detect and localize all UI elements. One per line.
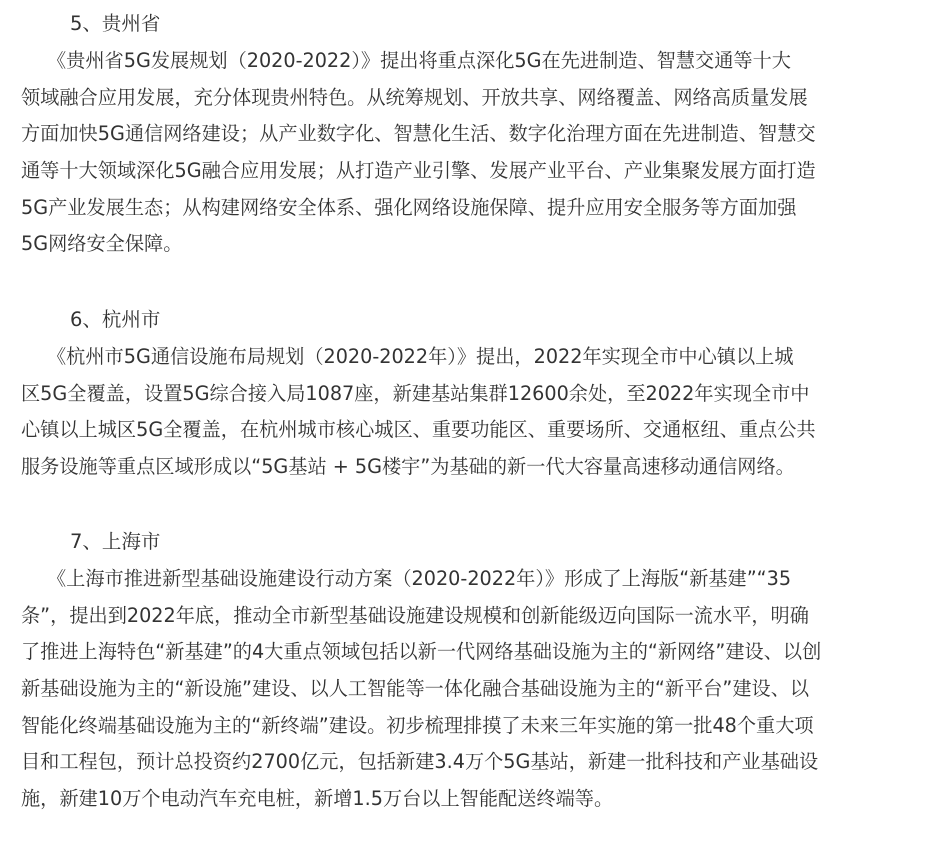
section-heading-guizhou: 5、贵州省 <box>70 12 161 35</box>
body-line: 5G网络安全保障。 <box>21 232 183 256</box>
body-line: 心镇以上城区5G全覆盖，在杭州城市核心城区、重要功能区、重要场所、交通枢纽、重点公共 <box>21 418 816 442</box>
body-line: 目和工程包，预计总投资约2700亿元，包括新建3.4万个5G基站，新建一批科技和产业基础设 <box>21 750 819 774</box>
body-line: 通等十大领域深化5G融合应用发展；从打造产业引擎、发展产业平台、产业集聚发展方面打造 <box>21 159 816 183</box>
body-line: 方面加快5G通信网络建设；从产业数字化、智慧化生活、数字化治理方面在先进制造、智慧交 <box>21 122 816 146</box>
body-line: 智能化终端基础设施为主的“新终端”建设。初步梳理排摸了未来三年实施的第一批48个重大项 <box>21 713 814 737</box>
body-line: 服务设施等重点区域形成以“5G基站 + 5G楼宇”为基础的新一代大容量高速移动通信网络。 <box>21 455 795 479</box>
section-heading-shanghai: 7、上海市 <box>70 530 161 553</box>
body-line: 条”，提出到2022年底，推动全市新型基础设施建设规模和创新能级迈向国际一流水平，明确 <box>21 603 809 627</box>
body-line: 《上海市推进新型基础设施建设行动方案（2020-2022年）》形成了上海版“新基建”“35 <box>47 567 792 590</box>
section-body-hangzhou <box>0 339 930 486</box>
section-body-guizhou <box>0 43 930 263</box>
body-line: 新基础设施为主的“新设施”建设、以人工智能等一体化融合基础设施为主的“新平台”建设、以 <box>21 677 810 701</box>
body-line: 施，新建10万个电动汽车充电桩，新增1.5万台以上智能配送终端等。 <box>21 787 614 811</box>
body-line: 《贵州省5G发展规划（2020-2022）》提出将重点深化5G在先进制造、智慧交通等十大 <box>47 49 791 72</box>
body-line: 领域融合应用发展，充分体现贵州特色。从统筹规划、开放共享、网络覆盖、网络高质量发展 <box>21 85 808 109</box>
section-body-shanghai <box>0 561 930 818</box>
body-line: 5G产业发展生态；从构建网络安全体系、强化网络设施保障、提升应用安全服务等方面加强 <box>21 195 797 219</box>
body-line: 《杭州市5G通信设施布局规划（2020-2022年）》提出，2022年实现全市中心镇以上城 <box>47 345 794 368</box>
body-line: 区5G全覆盖，设置5G综合接入局1087座，新建基站集群12600余处，至2022年实现全市中 <box>21 381 810 405</box>
body-line: 了推进上海特色“新基建”的4大重点领域包括以新一代网络基础设施为主的“新网络”建设、以创 <box>21 640 822 664</box>
section-heading-hangzhou: 6、杭州市 <box>70 308 161 331</box>
